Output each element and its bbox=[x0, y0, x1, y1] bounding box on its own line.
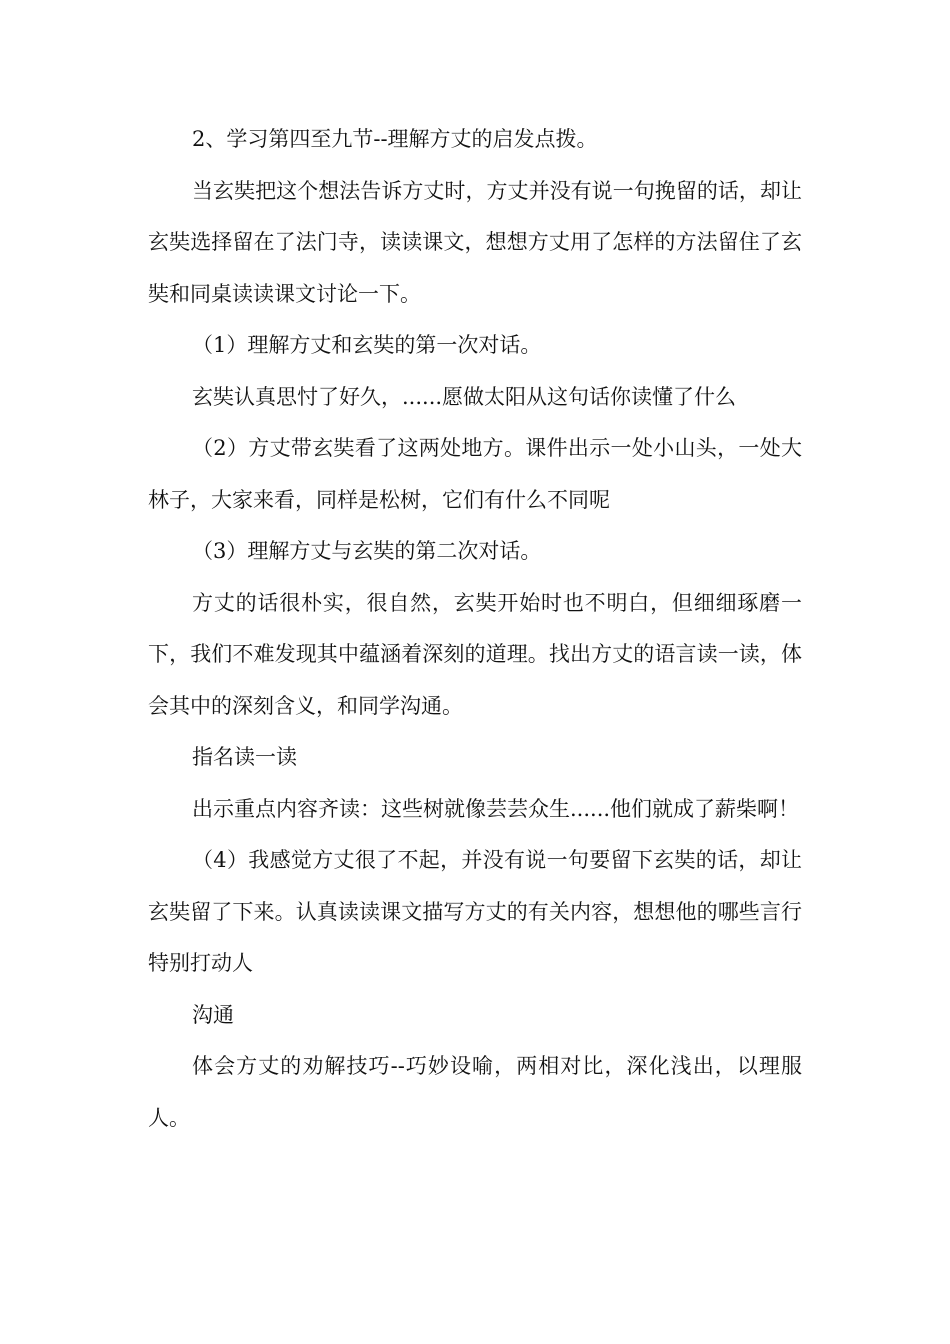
paragraph-8: 指名读一读 bbox=[192, 745, 297, 769]
paragraph-5: （2）方丈带玄奘看了这两处地方。课件出示一处小山头，一处大林子，大家来看，同样是松树，它们有什么不同呢 bbox=[148, 436, 802, 512]
paragraph-7: 方丈的话很朴实，很自然，玄奘开始时也不明白，但细细琢磨一下，我们不难发现其中蕴涵着深刻的道理。找出方丈的语言读一读，体会其中的深刻含义，和同学沟通。 bbox=[148, 590, 802, 718]
paragraph-1: 2、学习第四至九节--理解方丈的启发点拨。 bbox=[192, 127, 598, 151]
paragraph-2: 当玄奘把这个想法告诉方丈时，方丈并没有说一句挽留的话，却让玄奘选择留在了法门寺，读读课文，想想方丈用了怎样的方法留住了玄奘和同桌读读课文讨论一下。 bbox=[148, 178, 802, 306]
paragraph-6: （3）理解方丈与玄奘的第二次对话。 bbox=[192, 539, 542, 563]
paragraph-12: 体会方丈的劝解技巧--巧妙设喻，两相对比，深化浅出，以理服人。 bbox=[148, 1054, 802, 1130]
document-body bbox=[148, 114, 802, 1144]
paragraph-11: 沟通 bbox=[192, 1002, 234, 1027]
paragraph-3: （1）理解方丈和玄奘的第一次对话。 bbox=[192, 333, 542, 357]
paragraph-10: （4）我感觉方丈很了不起，并没有说一句要留下玄奘的话，却让玄奘留了下来。认真读读课文描写方丈的有关内容，想想他的哪些言行特别打动人 bbox=[148, 848, 802, 975]
paragraph-4: 玄奘认真思忖了好久，......愿做太阳从这句话你读懂了什么 bbox=[192, 384, 737, 409]
paragraph-9: 出示重点内容齐读：这些树就像芸芸众生......他们就成了薪柴啊！ bbox=[192, 796, 800, 821]
